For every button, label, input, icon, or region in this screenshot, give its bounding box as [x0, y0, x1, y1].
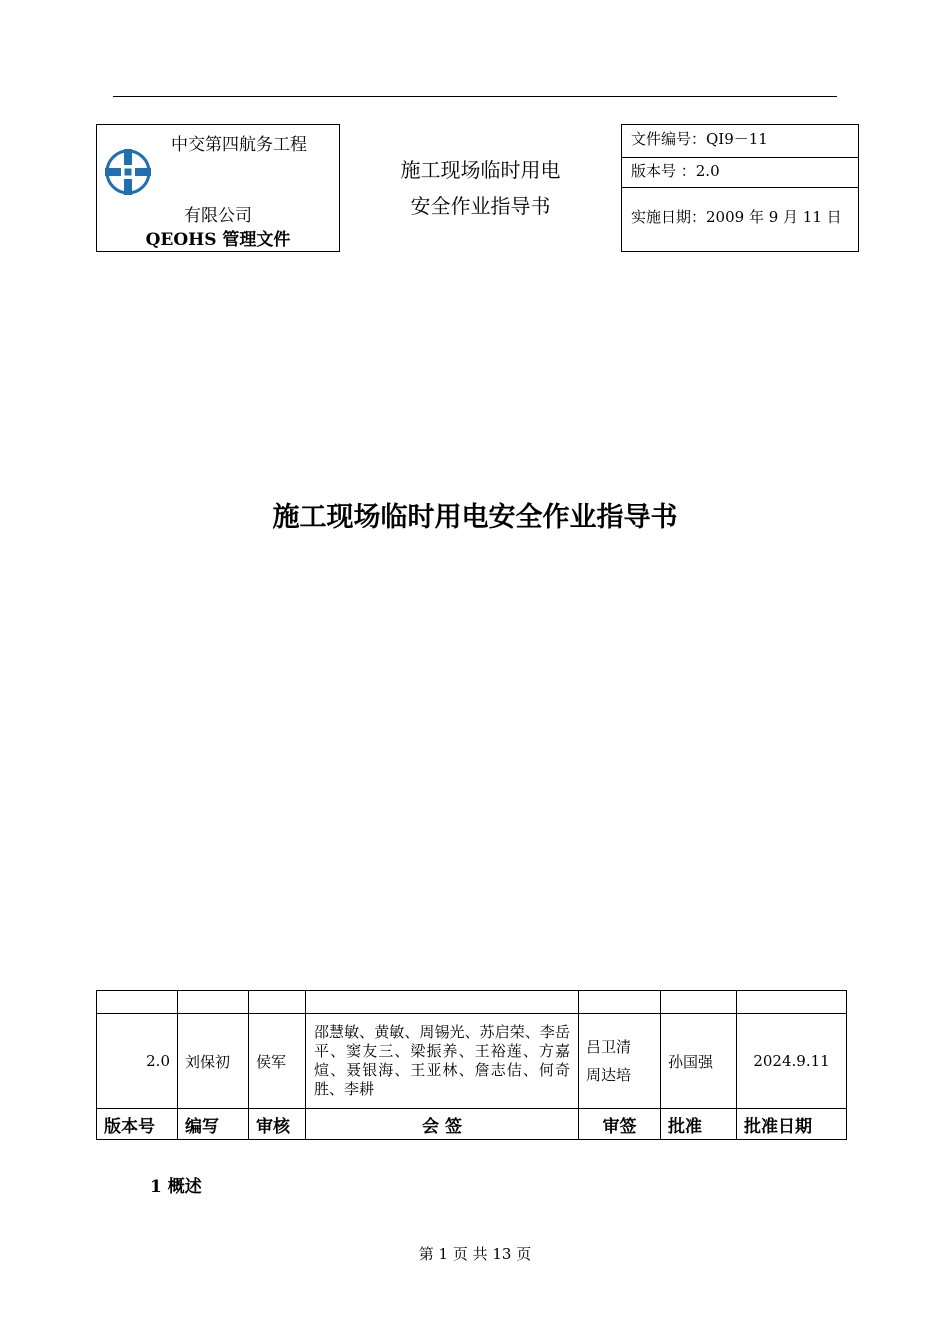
review-signer-2: 周达培	[586, 1066, 632, 1084]
file-number: 文件编号：QI9－11	[622, 125, 858, 158]
empty-cell	[661, 991, 737, 1014]
header-review-sign: 审签	[579, 1109, 661, 1140]
empty-cell	[579, 991, 661, 1014]
cell-reviewer: 侯军	[249, 1014, 306, 1109]
header-approve: 批准	[661, 1109, 737, 1140]
header-doc-title	[340, 152, 621, 224]
review-signer-1: 吕卫清	[586, 1038, 632, 1056]
page-footer: 第 1 页 共 13 页	[418, 1245, 532, 1263]
company-name-line1: 中交第四航务工程	[171, 135, 307, 155]
page-title: 施工现场临时用电安全作业指导书	[272, 502, 678, 533]
version-number: 版本号 ：2.0	[622, 158, 858, 188]
cell-author: 刘保初	[178, 1014, 249, 1109]
approval-table	[96, 990, 847, 1140]
company-box	[96, 124, 340, 252]
table-row	[97, 991, 847, 1014]
company-name-line2: 有限公司	[184, 206, 252, 226]
header-doc-title-line2: 安全作业指导书	[410, 194, 551, 218]
header-approve-date: 批准日期	[737, 1109, 847, 1140]
empty-cell	[306, 991, 579, 1014]
table-row	[97, 1014, 847, 1109]
cell-approved-by: 孙国强	[661, 1014, 737, 1109]
header-reviewer: 审核	[249, 1109, 306, 1140]
header-doc-title-line1: 施工现场临时用电	[400, 158, 561, 182]
header-rule	[113, 96, 837, 97]
empty-cell	[97, 991, 178, 1014]
effective-date: 实施日期：2009 年 9 月 11 日	[631, 208, 842, 226]
cell-review-sign	[579, 1014, 661, 1109]
table-header-row	[97, 1109, 847, 1140]
cell-version: 2.0	[97, 1014, 178, 1109]
empty-cell	[249, 991, 306, 1014]
section-heading: 1 概述	[150, 1177, 202, 1197]
header-author: 编写	[178, 1109, 249, 1140]
empty-cell	[178, 991, 249, 1014]
header-countersign: 会 签	[306, 1109, 579, 1140]
cell-countersign: 邵慧敏、黄敏、周锡光、苏启荣、李岳平、窦友三、梁振养、王裕莲、方嘉煊、聂银海、王亚林、詹志佶、何奇胜、李耕	[306, 1014, 579, 1109]
empty-cell	[737, 991, 847, 1014]
header-version: 版本号	[97, 1109, 178, 1140]
cell-approval-date: 2024.9.11	[737, 1014, 847, 1109]
doc-meta-box	[621, 124, 859, 252]
doc-category: QEOHS 管理文件	[145, 230, 291, 250]
